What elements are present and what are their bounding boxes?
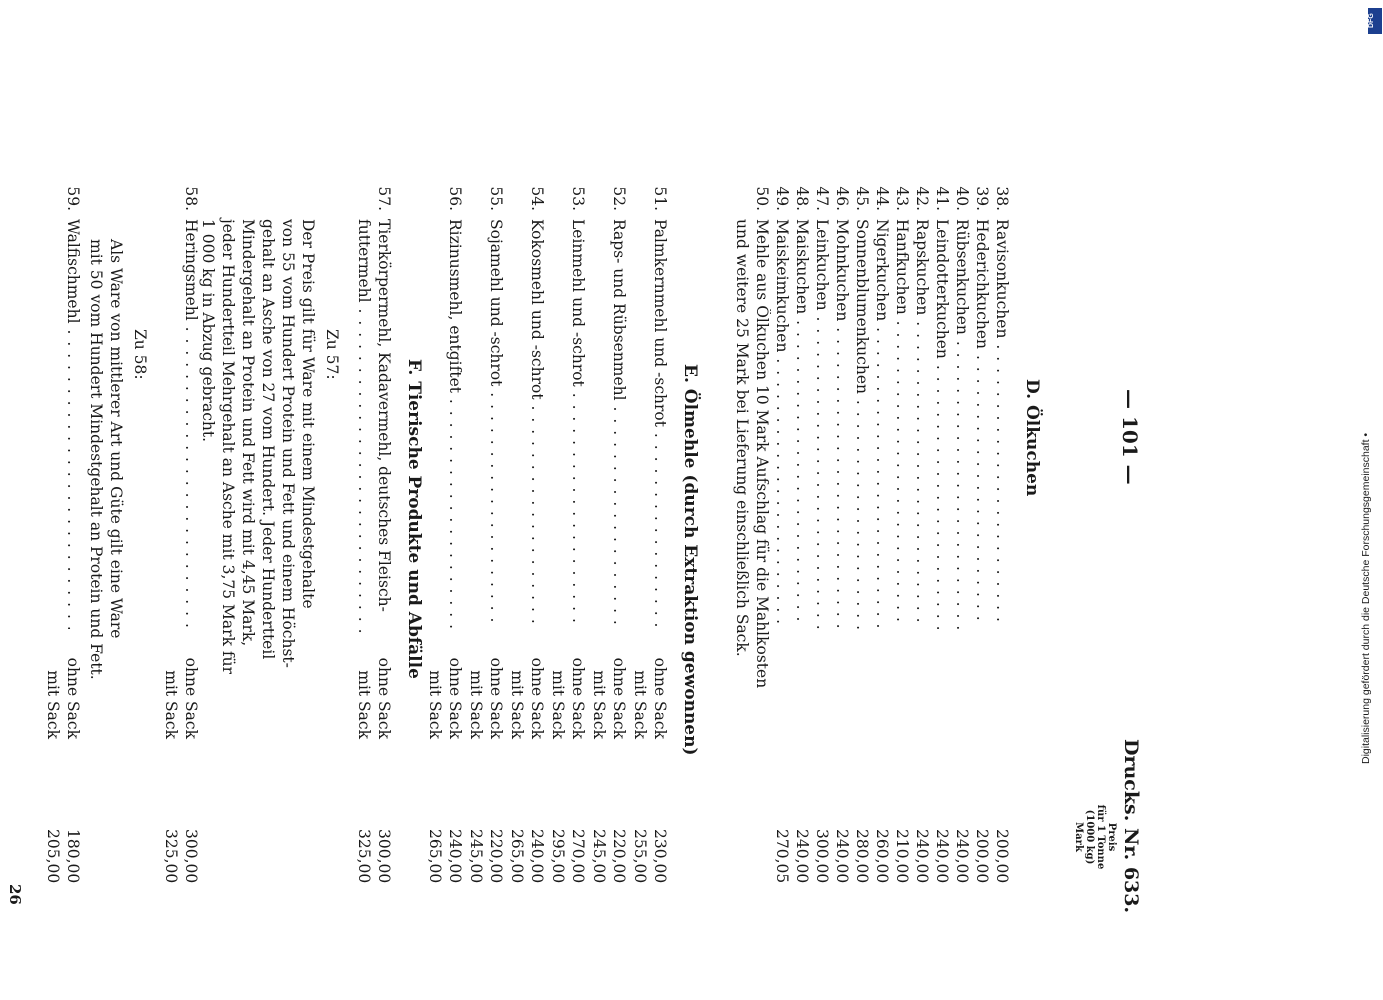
price-value: 270,00 (569, 829, 587, 884)
item-number: 55. (487, 186, 505, 211)
table-row-continuation (42, 0, 62, 949)
price-value: 265,00 (508, 829, 526, 884)
item-label: Mohnkuchen . . . (833, 219, 851, 629)
packaging-label: ohne Sack (528, 657, 546, 739)
price-value: 300,00 (813, 829, 831, 884)
item-label: Rapskuchen . . . (913, 219, 931, 629)
item-label: Ravisonkuchen . . . (993, 219, 1011, 629)
packaging-label: ohne Sack (182, 657, 200, 739)
item-label: Hanfkuchen . . . (893, 219, 911, 629)
table-row (991, 0, 1011, 949)
section-heading-d: D. Ölkuchen (1022, 379, 1042, 497)
table-row-continuation (465, 0, 485, 949)
item-number: 53. (569, 186, 587, 211)
price-header-line: (1000 kg) (1084, 809, 1095, 865)
item-number: 50. (753, 186, 771, 211)
item-label: Leinkuchen . . . (813, 219, 831, 629)
table-row-continuation (424, 0, 444, 949)
item-label: Walfischmehl . . . (64, 219, 82, 629)
note-line: Als Ware von mittlerer Art und Güte gilt eine Ware (107, 239, 125, 639)
note-line: Mindergehalt an Protein und Fett wird mit 4,45 Mark, (239, 219, 257, 647)
document-reference: Drucks. Nr. 633. (1120, 739, 1142, 914)
item-number: 58. (182, 186, 200, 211)
price-value: 270,05 (773, 829, 791, 884)
packaging-label: ohne Sack (446, 657, 464, 739)
price-value: 220,00 (487, 829, 505, 884)
price-value: 230,00 (651, 829, 669, 884)
table-row-continuation (588, 0, 608, 949)
table-row (911, 0, 931, 949)
table-row (526, 0, 546, 949)
price-header-line: Mark (1073, 822, 1084, 852)
digitization-credit: Digitalisierung gefördert durch die Deutsche Forschungsgemeinschaft • (1360, 432, 1372, 764)
item-number: 59. (64, 186, 82, 211)
packaging-label: ohne Sack (64, 657, 82, 739)
note-title: Zu 57: (323, 329, 341, 380)
table-row (649, 0, 669, 949)
price-value: 265,00 (426, 829, 444, 884)
item-number: 54. (528, 186, 546, 211)
footer-signature-mark: 26 (6, 884, 24, 905)
item-label: Nigerkuchen . . . (873, 219, 891, 629)
note-line: jeder Hundertteil Mehrgehalt an Asche mit 3,75 Mark für (219, 219, 237, 675)
price-value: 325,00 (355, 829, 373, 884)
item-number: 51. (651, 186, 669, 211)
price-value: 300,00 (375, 829, 393, 884)
item-label: Leindotterkuchen . . . (933, 219, 951, 629)
price-value: 240,00 (833, 829, 851, 884)
item-label: Hederichkuchen . . . (973, 219, 991, 629)
price-value: 240,00 (933, 829, 951, 884)
table-row-continuation (353, 0, 373, 949)
item-label: Maiskuchen . . . (793, 219, 811, 629)
item-number: 39. (973, 186, 991, 211)
table-row-continuation (547, 0, 567, 949)
price-value: 210,00 (893, 829, 911, 884)
item-number: 43. (893, 186, 911, 211)
table-row (180, 0, 200, 949)
item-number: 48. (793, 186, 811, 211)
packaging-label: ohne Sack (569, 657, 587, 739)
table-row (871, 0, 891, 949)
price-value: 295,00 (549, 829, 567, 884)
table-row (851, 0, 871, 949)
price-value: 205,00 (44, 829, 62, 884)
table-row-continuation (731, 0, 751, 949)
item-label: Sonnenblumenkuchen . . . (853, 219, 871, 629)
price-value: 325,00 (162, 829, 180, 884)
packaging-label: mit Sack (44, 670, 62, 739)
table-row (891, 0, 911, 949)
table-row (373, 0, 393, 949)
table-row (931, 0, 951, 949)
packaging-label: ohne Sack (375, 657, 393, 739)
digitization-credit-strip (1360, 8, 1383, 992)
packaging-label: ohne Sack (651, 657, 669, 739)
packaging-label: mit Sack (508, 670, 526, 739)
item-number: 47. (813, 186, 831, 211)
price-value: 245,00 (467, 829, 485, 884)
note-paragraph (198, 219, 318, 674)
table-row-continuation (629, 0, 649, 949)
packaging-label: ohne Sack (610, 657, 628, 739)
section-heading-f: F. Tierische Produkte und Abfälle (404, 359, 424, 679)
item-label: Mehle aus Ölkuchen 10 Mark Aufschlag für die Mahlkosten (753, 219, 771, 689)
price-header-line: Preis (1106, 822, 1117, 852)
packaging-label: mit Sack (631, 670, 649, 739)
item-label: Sojamehl und -schrot . . . (487, 219, 505, 629)
item-label: Kokosmehl und -schrot . . . (528, 219, 546, 629)
table-row-continuation (506, 0, 526, 949)
packaging-label: mit Sack (467, 670, 485, 739)
packaging-label: mit Sack (355, 670, 373, 739)
table-row (831, 0, 851, 949)
note-line: Der Preis gilt für Ware mit einem Mindestgehalte (299, 219, 317, 609)
table-row (791, 0, 811, 949)
item-number: 44. (873, 186, 891, 211)
price-value: 300,00 (182, 829, 200, 884)
table-row (971, 0, 991, 949)
price-value: 200,00 (993, 829, 1011, 884)
section-heading-e: E. Ölmehle (durch Extraktion gewonnen) (680, 364, 700, 756)
table-row (751, 0, 771, 949)
item-label: futtermehl . . . (355, 219, 373, 639)
item-number: 57. (375, 186, 393, 211)
price-header-line: für 1 Tonne (1095, 804, 1106, 870)
price-value: 200,00 (973, 829, 991, 884)
packaging-label: mit Sack (549, 670, 567, 739)
item-label: Heringsmehl . . . (182, 219, 200, 629)
item-number: 52. (610, 186, 628, 211)
item-label: Maiskeimkuchen . . . (773, 219, 791, 629)
price-value: 240,00 (913, 829, 931, 884)
page-number: — 101 — (1118, 389, 1142, 485)
note-line: 1 000 kg in Abzug gebracht. (199, 219, 217, 443)
note-line: mit 50 vom Hundert Mindestgehalt an Protein und Fett. (87, 239, 105, 680)
item-number: 38. (993, 186, 1011, 211)
price-value: 240,00 (528, 829, 546, 884)
price-value: 240,00 (953, 829, 971, 884)
price-value: 180,00 (64, 829, 82, 884)
table-row-continuation (160, 0, 180, 949)
table-row (567, 0, 587, 949)
price-value: 255,00 (631, 829, 649, 884)
item-label: Palmkernmehl und -schrot . . . (651, 219, 669, 629)
item-number: 41. (933, 186, 951, 211)
packaging-label: ohne Sack (487, 657, 505, 739)
note-line: von 55 vom Hundert Protein und Fett und einem Höchst- (279, 219, 297, 668)
table-row (811, 0, 831, 949)
item-label: Leinmehl und -schrot . . . (569, 219, 587, 629)
item-number: 42. (913, 186, 931, 211)
packaging-label: mit Sack (426, 670, 444, 739)
item-label: Rizinusmehl, entgiftet . . . (446, 219, 464, 629)
table-row (62, 0, 82, 949)
note-title: Zu 58: (131, 329, 149, 380)
item-label: und weitere 25 Mark bei Lieferung einschließlich Sack. (733, 219, 751, 657)
price-value: 280,00 (853, 829, 871, 884)
item-label: Raps- und Rübsenmehl . . . (610, 219, 628, 629)
item-number: 45. (853, 186, 871, 211)
price-value: 240,00 (446, 829, 464, 884)
item-number: 49. (773, 186, 791, 211)
table-row (951, 0, 971, 949)
price-value: 240,00 (793, 829, 811, 884)
price-value: 245,00 (590, 829, 608, 884)
price-value: 220,00 (610, 829, 628, 884)
item-number: 40. (953, 186, 971, 211)
packaging-label: mit Sack (590, 670, 608, 739)
table-row (771, 0, 791, 949)
dfg-logo: DFG (1368, 8, 1382, 34)
price-value: 260,00 (873, 829, 891, 884)
table-row (485, 0, 505, 949)
table-row (444, 0, 464, 949)
item-label: Tierkörpermehl, Kadavermehl, deutsches Fleisch- (375, 219, 393, 612)
table-row (608, 0, 628, 949)
item-label: Rübsenkuchen . . . (953, 219, 971, 629)
packaging-label: mit Sack (162, 670, 180, 739)
note-paragraph (86, 239, 126, 680)
item-number: 46. (833, 186, 851, 211)
item-number: 56. (446, 186, 464, 211)
price-column-header (1073, 792, 1117, 882)
note-line: gehalt an Asche von 27 vom Hundert. Jeder Hundertteil (259, 219, 277, 660)
